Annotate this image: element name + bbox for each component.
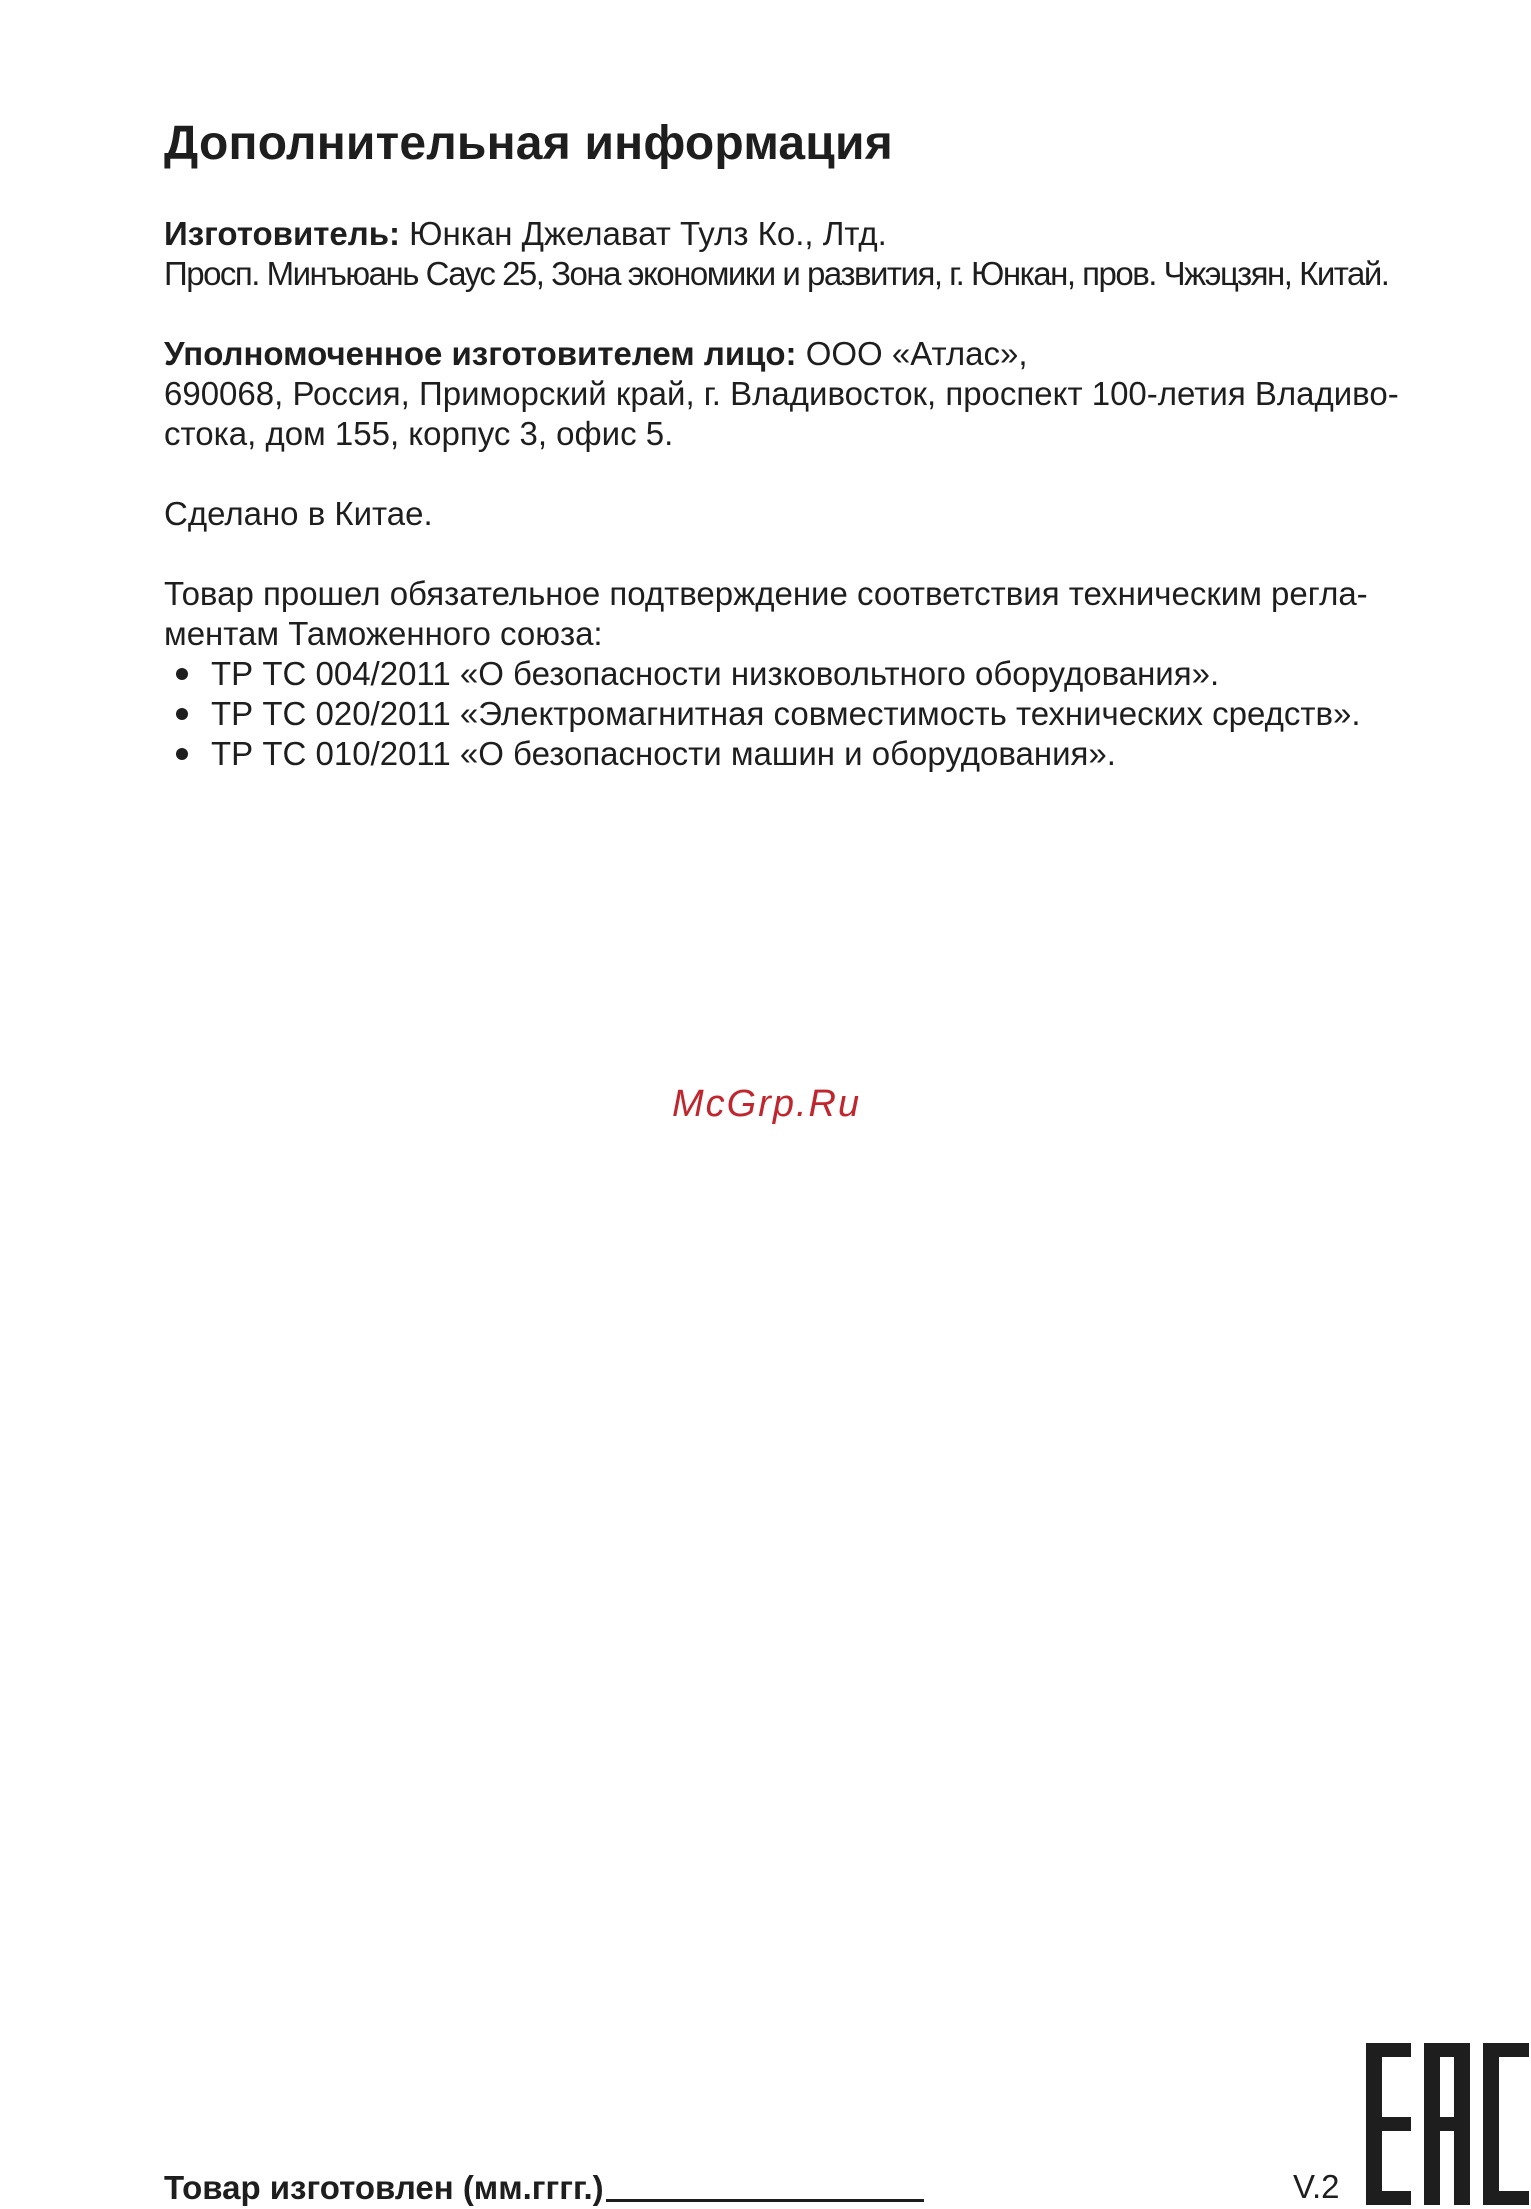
manufacture-date-field xyxy=(164,2168,924,2208)
regulation-text: ТР ТС 010/2011 «О безопасности машин и оборудования». xyxy=(211,735,1116,772)
manufacturer-address: Просп. Минъюань Саус 25, Зона экономики и развития, г. Юнкан, пров. Чжэцзян, Китай. xyxy=(164,255,1389,292)
regulation-text: ТР ТС 020/2011 «Электромагнитная совместимость технических средств». xyxy=(211,695,1361,732)
version-label: V.2 xyxy=(1293,2168,1340,2205)
origin-text: Сделано в Китае. xyxy=(164,495,433,532)
list-item xyxy=(164,694,1531,734)
document-body xyxy=(164,110,1531,774)
page-title: Дополнительная информация xyxy=(164,117,893,170)
representative-block xyxy=(164,334,1531,454)
list-item xyxy=(164,654,1531,694)
regulations-list xyxy=(164,654,1531,774)
manufacturer-label: Изготовитель: xyxy=(164,215,400,252)
representative-label: Уполномоченное изготовителем лицо: xyxy=(164,335,797,372)
manufacture-date-label: Товар изготовлен (мм.гггг.) xyxy=(164,2169,604,2206)
representative-name: ООО «Атлас», xyxy=(796,335,1028,372)
list-item xyxy=(164,734,1531,774)
conformity-line2: ментам Таможенного союза: xyxy=(164,615,603,652)
conformity-line1: Товар прошел обязательное подтверждение соответствия техническим регла- xyxy=(164,575,1368,612)
bullet-icon xyxy=(176,708,188,720)
regulation-text: ТР ТС 004/2011 «О безопасности низковольтного оборудования». xyxy=(211,655,1220,692)
manufacturer-block xyxy=(164,214,1531,294)
conformity-intro xyxy=(164,574,1531,654)
watermark-link[interactable]: McGrp.Ru xyxy=(672,1083,862,1125)
bullet-icon xyxy=(176,748,188,760)
eac-mark-icon xyxy=(1366,2043,1529,2205)
bullet-icon xyxy=(176,668,188,680)
representative-address-line2: стока, дом 155, корпус 3, офис 5. xyxy=(164,415,674,452)
representative-address-line1: 690068, Россия, Приморский край, г. Владивосток, проспект 100-летия Владиво- xyxy=(164,375,1399,412)
manufacture-date-blank xyxy=(606,2199,924,2202)
manufacturer-name: Юнкан Джелават Тулз Ко., Лтд. xyxy=(399,215,887,252)
